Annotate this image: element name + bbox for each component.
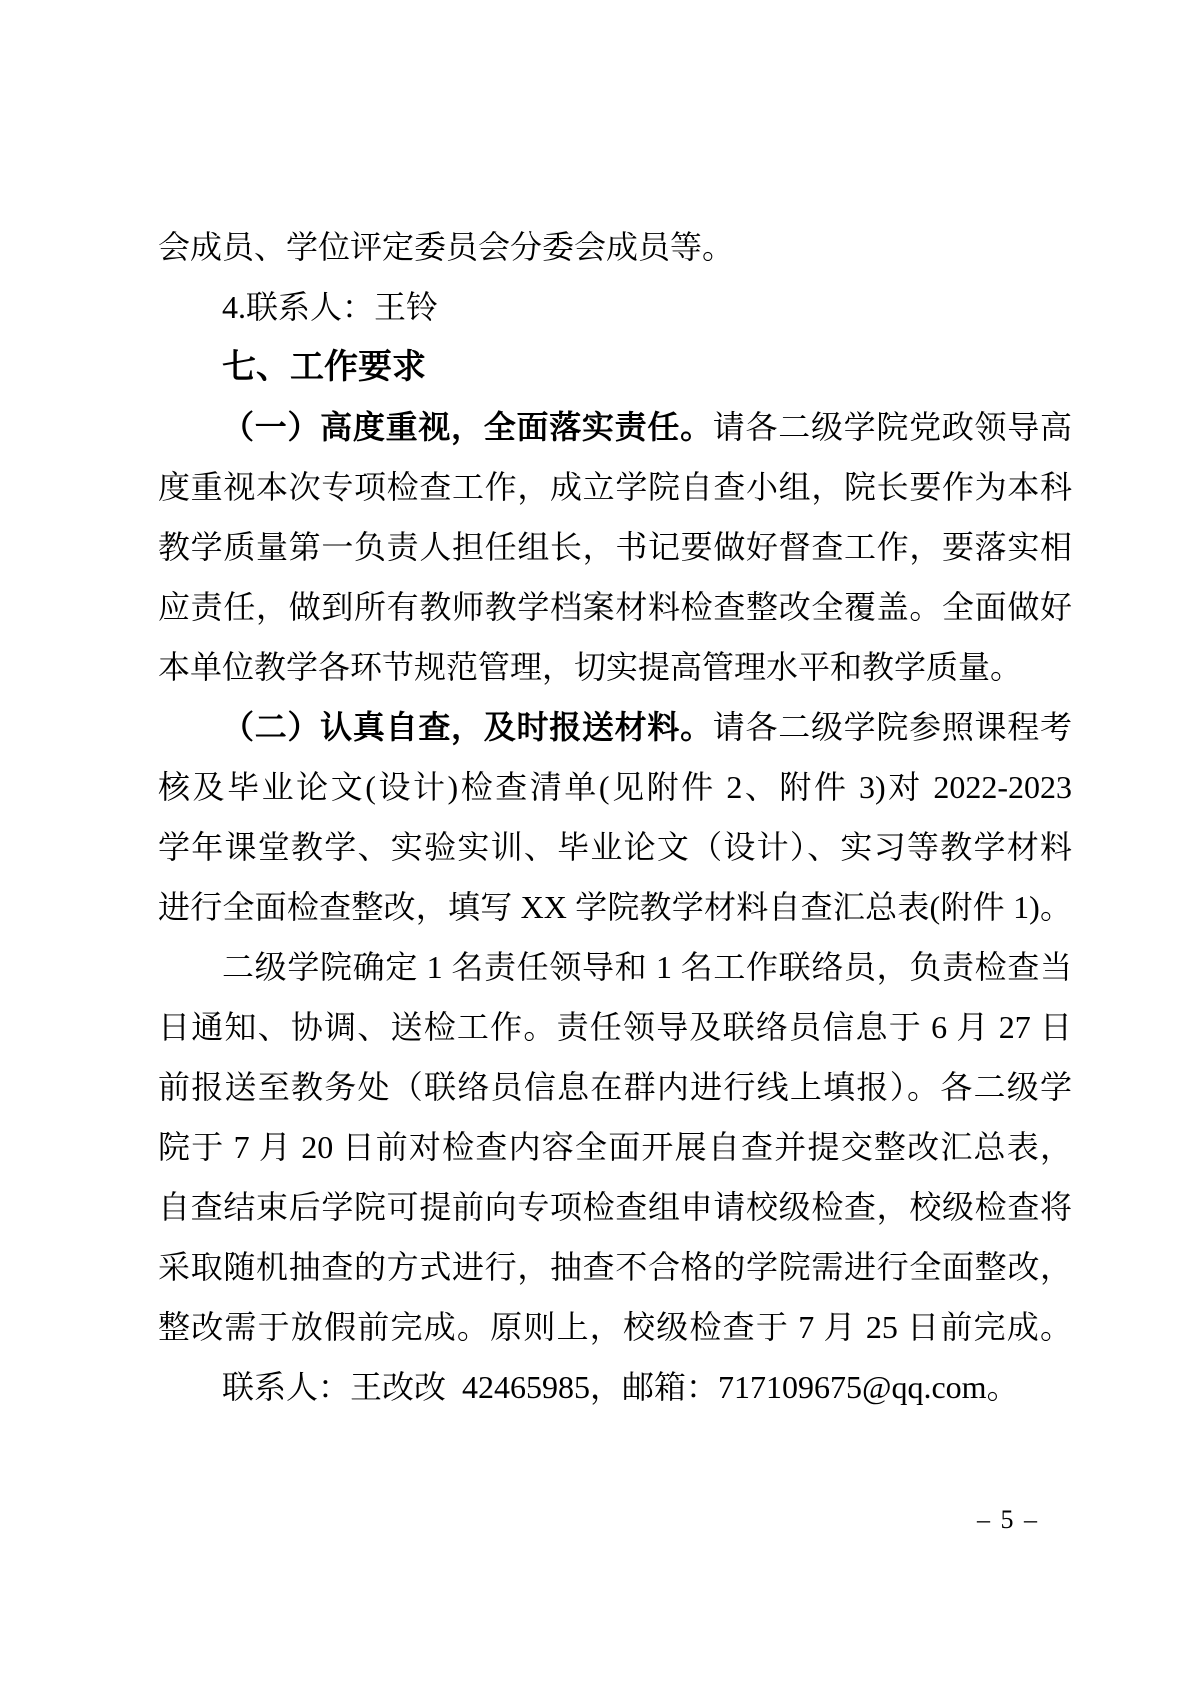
section-heading: 七、工作要求 (222, 348, 426, 386)
text-line: 院于 7 月 20 日前对检查内容全面开展自查并提交整改汇总表， (158, 1129, 1072, 1165)
document-body (158, 217, 1072, 1417)
text-line: 前报送至教务处（联络员信息在群内进行线上填报）。各二级学 (158, 1069, 1072, 1105)
text-line: 自查结束后学院可提前向专项检查组申请校级检查，校级检查将 (158, 1189, 1072, 1225)
text-line: （二）认真自查，及时报送材料。请各二级学院参照课程考 (222, 709, 1072, 745)
page-number: – 5 – (977, 1505, 1039, 1534)
text-line: 会成员、学位评定委员会分委会成员等。 (158, 229, 735, 265)
text-line: 二级学院确定 1 名责任领导和 1 名工作联络员，负责检查当 (222, 949, 1072, 985)
text-line: 学年课堂教学、实验实训、毕业论文（设计）、实习等教学材料 (158, 829, 1072, 865)
text-line: 整改需于放假前完成。原则上，校级检查于 7 月 25 日前完成。 (158, 1309, 1072, 1345)
text-line: 应责任，做到所有教师教学档案材料检查整改全覆盖。全面做好 (158, 589, 1072, 625)
text-line: 本单位教学各环节规范管理，切实提高管理水平和教学质量。 (158, 649, 1023, 685)
text-line: 日通知、协调、送检工作。责任领导及联络员信息于 6 月 27 日 (158, 1009, 1072, 1045)
text-line: 4.联系人：王铃 (222, 289, 439, 325)
text-line: 联系人：王改改 42465985，邮箱：717109675@qq.com。 (222, 1369, 1019, 1405)
text-line: 教学质量第一负责人担任组长，书记要做好督查工作，要落实相 (158, 529, 1072, 565)
text-line: 度重视本次专项检查工作，成立学院自查小组，院长要作为本科 (158, 469, 1072, 505)
bold-lead-text: （二）认真自查，及时报送材料。 (222, 709, 713, 745)
text-line: 进行全面检查整改，填写 XX 学院教学材料自查汇总表(附件 1)。 (158, 889, 1072, 925)
text-line: 采取随机抽查的方式进行，抽查不合格的学院需进行全面整改， (158, 1249, 1072, 1285)
text-line: 核及毕业论文(设计)检查清单(见附件 2、附件 3)对 2022-2023 (158, 769, 1072, 805)
bold-lead-text: （一）高度重视，全面落实责任。 (222, 409, 713, 445)
text-line: （一）高度重视，全面落实责任。请各二级学院党政领导高 (222, 409, 1072, 445)
